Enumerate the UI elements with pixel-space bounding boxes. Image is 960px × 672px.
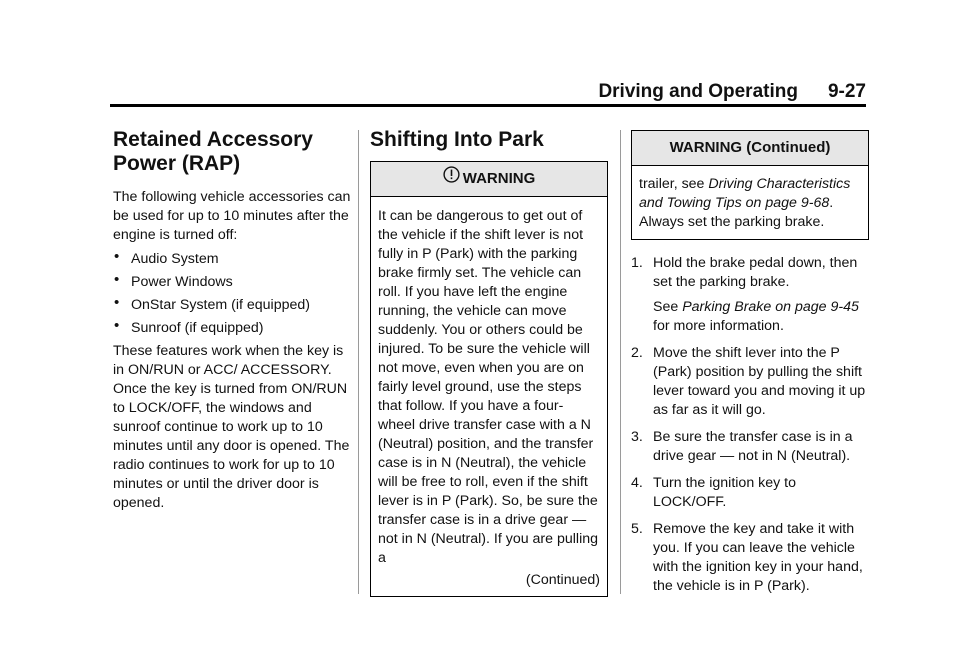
column-divider bbox=[358, 130, 359, 594]
step-number: 1. bbox=[631, 255, 643, 271]
step-number: 4. bbox=[631, 475, 643, 491]
step-note-pre: See bbox=[653, 299, 683, 315]
warning-text-pre: trailer, see bbox=[639, 176, 709, 192]
step-text: Move the shift lever into the P (Park) position by pulling the shift lever toward you and moving it up as far as it will go. bbox=[653, 345, 866, 418]
bullet-icon: • bbox=[114, 248, 120, 265]
warning-text-punct: . bbox=[829, 195, 834, 211]
shifting-column bbox=[370, 128, 608, 597]
rap-heading-line2: Power (RAP) bbox=[113, 152, 241, 175]
step-text: Turn the ignition key to LOCK/OFF. bbox=[653, 475, 797, 510]
list-item bbox=[631, 428, 869, 466]
page-number: 9-27 bbox=[827, 81, 866, 102]
rap-heading bbox=[113, 128, 351, 176]
step-text: Be sure the transfer case is in a drive gear — not in N (Neutral). bbox=[653, 429, 853, 464]
warning-text: It can be dangerous to get out of the vehicle if the shift lever is not fully in P (Park) with the parking brake firmly set. The vehicle can roll. If you have left the engine running, the vehicle can move suddenly. You or others could be injured. To be sure the vehicle will not move, even when you are on fairly level ground, use the steps that follow. If you have a four-wheel drive transfer case with a N (Neutral) position, and the transfer case is in N (Neutral), the vehicle will be free to roll, even if the shift lever is in P (Park). So, be sure the transfer case is in a drive gear — not in N (Neutral). If you are pulling a bbox=[378, 208, 599, 566]
warning-box bbox=[370, 161, 608, 597]
shifting-heading: Shifting Into Park bbox=[370, 128, 544, 151]
list-item bbox=[631, 474, 869, 512]
warning-continued-header: WARNING (Continued) bbox=[632, 131, 868, 166]
list-item bbox=[631, 520, 869, 596]
rap-column bbox=[113, 128, 351, 513]
list-item bbox=[113, 273, 351, 292]
step-text: Hold the brake pedal down, then set the parking brake. bbox=[653, 255, 858, 290]
warning-label: WARNING bbox=[462, 170, 536, 187]
step-text: Remove the key and take it with you. If you can leave the vehicle with the ignition key in your hand, the vehicle is in P (Park). bbox=[653, 521, 863, 594]
bullet-icon: • bbox=[114, 271, 120, 288]
towing-tips-reference: Driving Characteristics and Towing Tips on page 9-68 bbox=[639, 176, 851, 211]
list-item bbox=[113, 296, 351, 315]
list-item-text: Sunroof (if equipped) bbox=[131, 320, 264, 336]
step-note-post: for more information. bbox=[653, 318, 784, 334]
warning-continued-box bbox=[631, 130, 869, 240]
list-item-text: Audio System bbox=[131, 251, 219, 267]
column-divider bbox=[620, 130, 621, 594]
step-number: 5. bbox=[631, 521, 643, 537]
warning-body bbox=[371, 197, 607, 596]
rap-heading-line1: Retained Accessory bbox=[113, 128, 313, 151]
warning-continued-text bbox=[639, 175, 861, 232]
rap-description: These features work when the key is in ON/RUN or ACC/ ACCESSORY. Once the key is turned from ON/RUN to LOCK/OFF, the windows and sunroof continue to work up to 10 minutes until any door is opened. The radio continues to work for up to 10 minutes or until the driver door is opened. bbox=[113, 343, 350, 511]
park-steps-list bbox=[631, 254, 869, 596]
section-title: Driving and Operating bbox=[598, 81, 798, 102]
bullet-icon: • bbox=[114, 294, 120, 311]
list-item-text: OnStar System (if equipped) bbox=[131, 297, 310, 313]
step-number: 2. bbox=[631, 345, 643, 361]
warning-continued-body bbox=[632, 166, 868, 239]
list-item bbox=[631, 254, 869, 336]
rap-accessory-list bbox=[113, 250, 351, 338]
list-item bbox=[113, 319, 351, 338]
step-number: 3. bbox=[631, 429, 643, 445]
list-item bbox=[631, 344, 869, 420]
continued-label: (Continued) bbox=[525, 572, 600, 588]
parking-brake-reference: Parking Brake on page 9-45 bbox=[682, 299, 859, 315]
warning-header bbox=[371, 162, 607, 197]
steps-column bbox=[631, 128, 869, 604]
rap-intro: The following vehicle accessories can be used for up to 10 minutes after the engine is turned off: bbox=[113, 189, 351, 243]
list-item-text: Power Windows bbox=[131, 274, 233, 290]
bullet-icon: • bbox=[114, 317, 120, 334]
header-rule bbox=[110, 104, 866, 107]
warning-text-post: Always set the parking brake. bbox=[639, 214, 825, 230]
running-header bbox=[0, 80, 866, 104]
warning-symbol-icon bbox=[443, 162, 460, 196]
step-note bbox=[631, 298, 869, 336]
list-item bbox=[113, 250, 351, 269]
